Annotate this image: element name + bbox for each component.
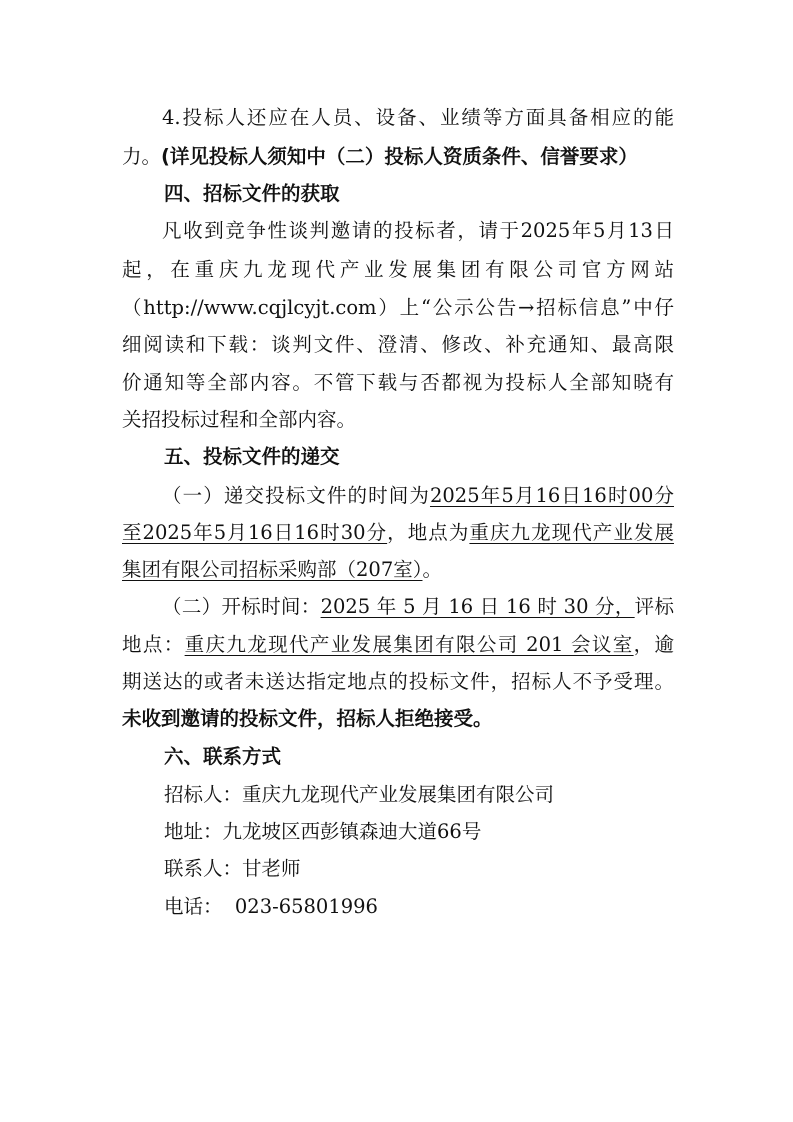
submit-paragraph-1-line-3 bbox=[122, 552, 674, 588]
submission-location-part-1: 重庆九龙现代产业发展 bbox=[469, 521, 674, 544]
evaluation-location-label: 地点： bbox=[122, 633, 185, 656]
submit-paragraph-2-line-1 bbox=[162, 589, 674, 625]
section-heading-contact: 六、联系方式 bbox=[164, 745, 282, 768]
submission-period: 。 bbox=[422, 558, 442, 581]
qualification-item-4-text: 4.投标人还应在人员、设备、业绩等方面具备相应的能 bbox=[162, 106, 674, 129]
obtain-paragraph-line-3: （http://www.cqjlcyjt.com）上“公示公告→招标信息”中仔 bbox=[122, 296, 674, 319]
obtain-paragraph-line-4: 细阅读和下载：谈判文件、澄清、修改、补充通知、最高限 bbox=[122, 333, 674, 356]
qualification-reference-note: (详见投标人须知中（二）投标人资质条件、信誉要求） bbox=[161, 145, 638, 168]
uninvited-bid-rejection-note: 未收到邀请的投标文件，招标人拒绝接受。 bbox=[122, 707, 493, 730]
bid-opening-time: 2025 年 5 月 16 日 16 时 30 分， bbox=[320, 595, 635, 618]
qualification-item-4-line-1 bbox=[162, 100, 674, 136]
submit-paragraph-2-line-2 bbox=[122, 627, 674, 663]
evaluation-label: 评标 bbox=[634, 595, 674, 618]
contact-person: 联系人：甘老师 bbox=[164, 857, 301, 880]
section-heading-submit-documents: 五、投标文件的递交 bbox=[164, 445, 340, 468]
contact-tenderer: 招标人：重庆九龙现代产业发展集团有限公司 bbox=[164, 783, 555, 806]
submission-start-time: 2025年5月16日16时00分 bbox=[429, 484, 674, 507]
qualification-item-4-text-end: 力。 bbox=[122, 145, 162, 168]
submit-paragraph-1-line-2 bbox=[122, 515, 674, 551]
submission-end-time: 至2025年5月16日16时30分 bbox=[122, 521, 388, 544]
submission-time-label: （一）递交投标文件的时间为 bbox=[162, 484, 430, 507]
late-submission-text-start: ，逾 bbox=[633, 633, 674, 656]
contact-address: 地址：九龙坡区西彭镇森迪大道66号 bbox=[164, 820, 482, 843]
evaluation-location: 重庆九龙现代产业发展集团有限公司 201 会议室 bbox=[184, 633, 634, 656]
submission-location-label: ，地点为 bbox=[387, 521, 470, 544]
contact-phone: 电话： 023-65801996 bbox=[164, 895, 378, 918]
obtain-paragraph-line-6: 关招投标过程和全部内容。 bbox=[122, 408, 357, 431]
bid-opening-time-label: （二）开标时间： bbox=[162, 595, 321, 618]
obtain-paragraph-line-1: 凡收到竞争性谈判邀请的投标者，请于2025年5月13日 bbox=[162, 219, 674, 242]
submission-location-part-2: 集团有限公司招标采购部（207室） bbox=[122, 558, 423, 581]
submit-paragraph-1-line-1 bbox=[162, 478, 674, 514]
submit-paragraph-2-line-3: 期送达的或者未送达指定地点的投标文件，招标人不予受理。 bbox=[122, 670, 674, 693]
obtain-paragraph-line-2: 起，在重庆九龙现代产业发展集团有限公司官方网站 bbox=[122, 258, 674, 281]
qualification-item-4-line-2 bbox=[122, 139, 674, 175]
obtain-paragraph-line-5: 价通知等全部内容。不管下载与否都视为投标人全部知晓有 bbox=[122, 371, 674, 394]
section-heading-obtain-documents: 四、招标文件的获取 bbox=[164, 182, 340, 205]
